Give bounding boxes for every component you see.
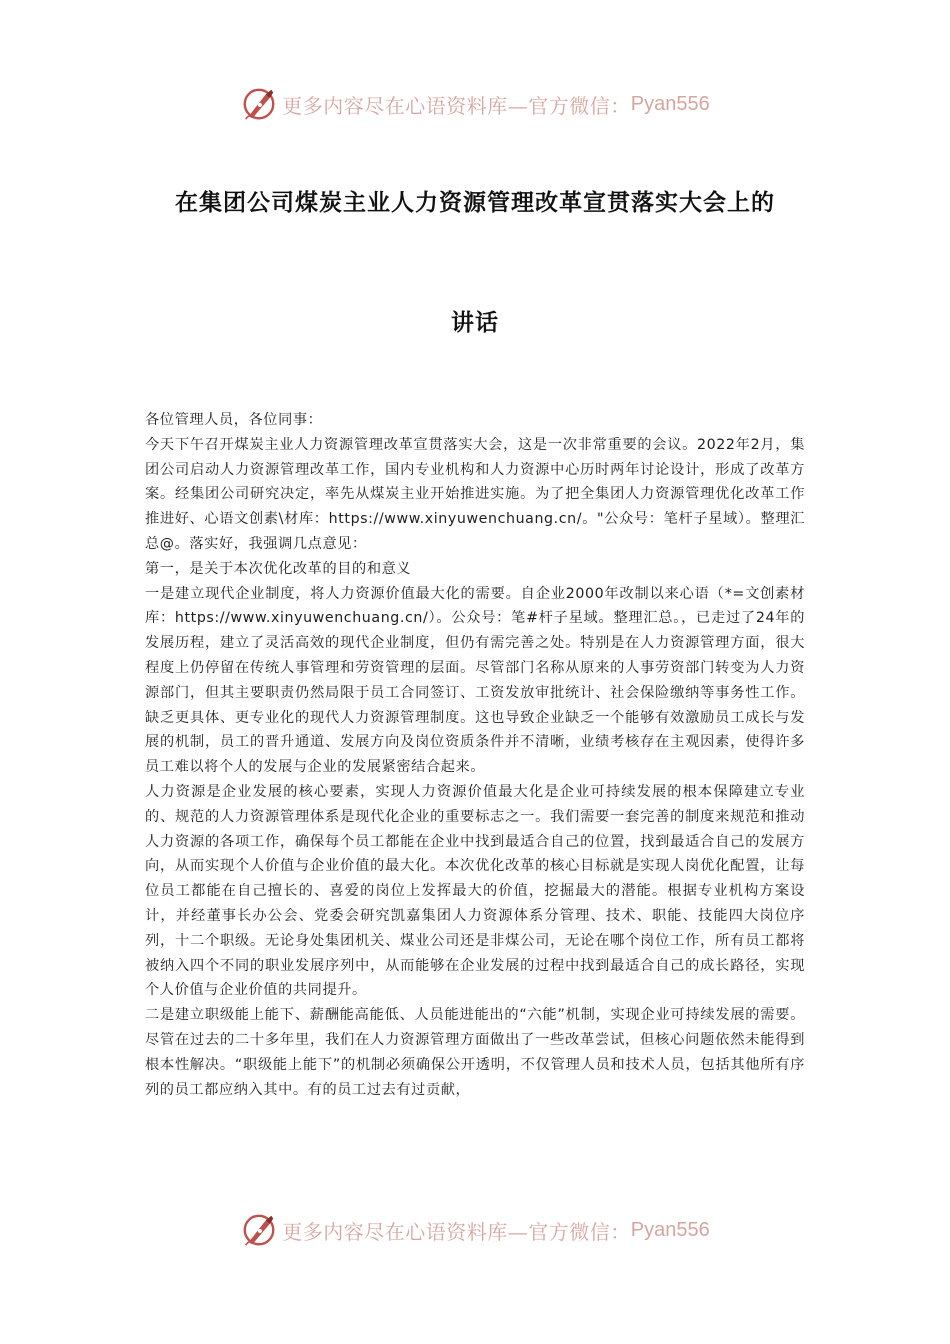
watermark-wechat-id: Pyan556 [630,1218,710,1241]
paragraph-point-two: 二是建立职级能上能下、薪酬能高能低、人员能进能出的“六能”机制，实现企业可持续发展的需要。尽管在过去的二十多年里，我们在人力资源管理方面做出了一些改革尝试，但核心问题依然未能得到根本性解决。“职级能上能下”的机制必须确保公开透明，不仅管理人员和技术人员，包括其他所有序列的员工都应纳入其中。有的员工过去有过贡献， [145,1007,805,1098]
paragraph-hr-core: 人力资源是企业发展的核心要素，实现人力资源价值最大化是企业可持续发展的根本保障建立专业的、规范的人力资源管理体系是现代化企业的重要标志之一。我们需要一套完善的制度来规范和推动人力资源的各项工作，确保每个员工都能在企业中找到最适合自己的位置，找到最适合自己的发展方向，从而实现个人价值与企业价值的最大化。本次优化改革的核心目标就是实现人岗优化配置，让每位员工都能在自己擅长的、喜爱的岗位上发挥最大的价值，挖掘最大的潜能。根据专业机构方案设计，并经董事长办公会、党委会研究凯嘉集团人力资源体系分管理、技术、职能、技能四大岗位序列，十二个职级。无论身处集团机关、煤业公司还是非煤公司，无论在哪个岗位工作，所有员工都将被纳入四个不同的职业发展序列中，从而能够在企业发展的过程中找到最适合自己的成长路径，实现个人价值与企业价值的共同提升。 [145,783,805,999]
document-title-line2: 讲话 [451,310,499,336]
document-title-line1: 在集团公司煤炭主业人力资源管理改革宣贯落实大会上的 [175,190,775,216]
paragraph-point-one: 一是建立现代企业制度，将人力资源价值最大化的需要。自企业2000年改制以来心语（*=文创素材库：https://www.xinyuwenchuang.cn/）。公众号：笔#杆子星域。整理汇总。，已走过了24年的发展历程，建立了灵活高效的现代企业制度，但仍有需完善之处。特别是在人力资源管理方面，很大程度上仍停留在传统人事管理和劳资管理的层面。尽管部门名称从原来的人事劳资部门转变为人力资源部门，但其主要职责仍然局限于员工合同签订、工资发放审批统计、社会保险缴纳等事务性工作。缺乏更具体、更专业化的现代人力资源管理制度。这也导致企业缺乏一个能够有效激励员工成长与发展的机制，员工的晋升通道、发展方向及岗位资质条件并不清晰，业绩考核存在主观因素，使得许多员工难以将个人的发展与企业的发展紧密结合起来。 [145,585,805,776]
paragraph-salutation: 各位管理人员，各位同事： [145,412,323,428]
watermark-text: 更多内容尽在心语资料库—官方微信： [282,93,631,118]
pen-nib-logo-icon [240,85,278,123]
pen-nib-logo-icon [240,1211,278,1249]
watermark-text: 更多内容尽在心语资料库—官方微信： [282,1219,631,1244]
watermark-wechat-id: Pyan556 [630,92,710,115]
paragraph-section-heading: 第一，是关于本次优化改革的目的和意义 [145,560,412,577]
watermark-banner-bottom [0,1208,950,1252]
watermark-banner-top [0,82,950,126]
document-body [145,408,805,1102]
paragraph-intro: 今天下午召开煤炭主业人力资源管理改革宣贯落实大会，这是一次非常重要的会议。2022年2月，集团公司启动人力资源管理改革工作，国内专业机构和人力资源中心历时两年讨论设计，形成了改革方案。经集团公司研究决定，率先从煤炭主业开始推进实施。为了把全集团人力资源管理优化改革工作推进好、心语文创素\材库：https://www.xinyuwenchuang.cn/。"公众号：笔杆子星域）。整理汇总@。落实好，我强调几点意见： [145,436,805,552]
